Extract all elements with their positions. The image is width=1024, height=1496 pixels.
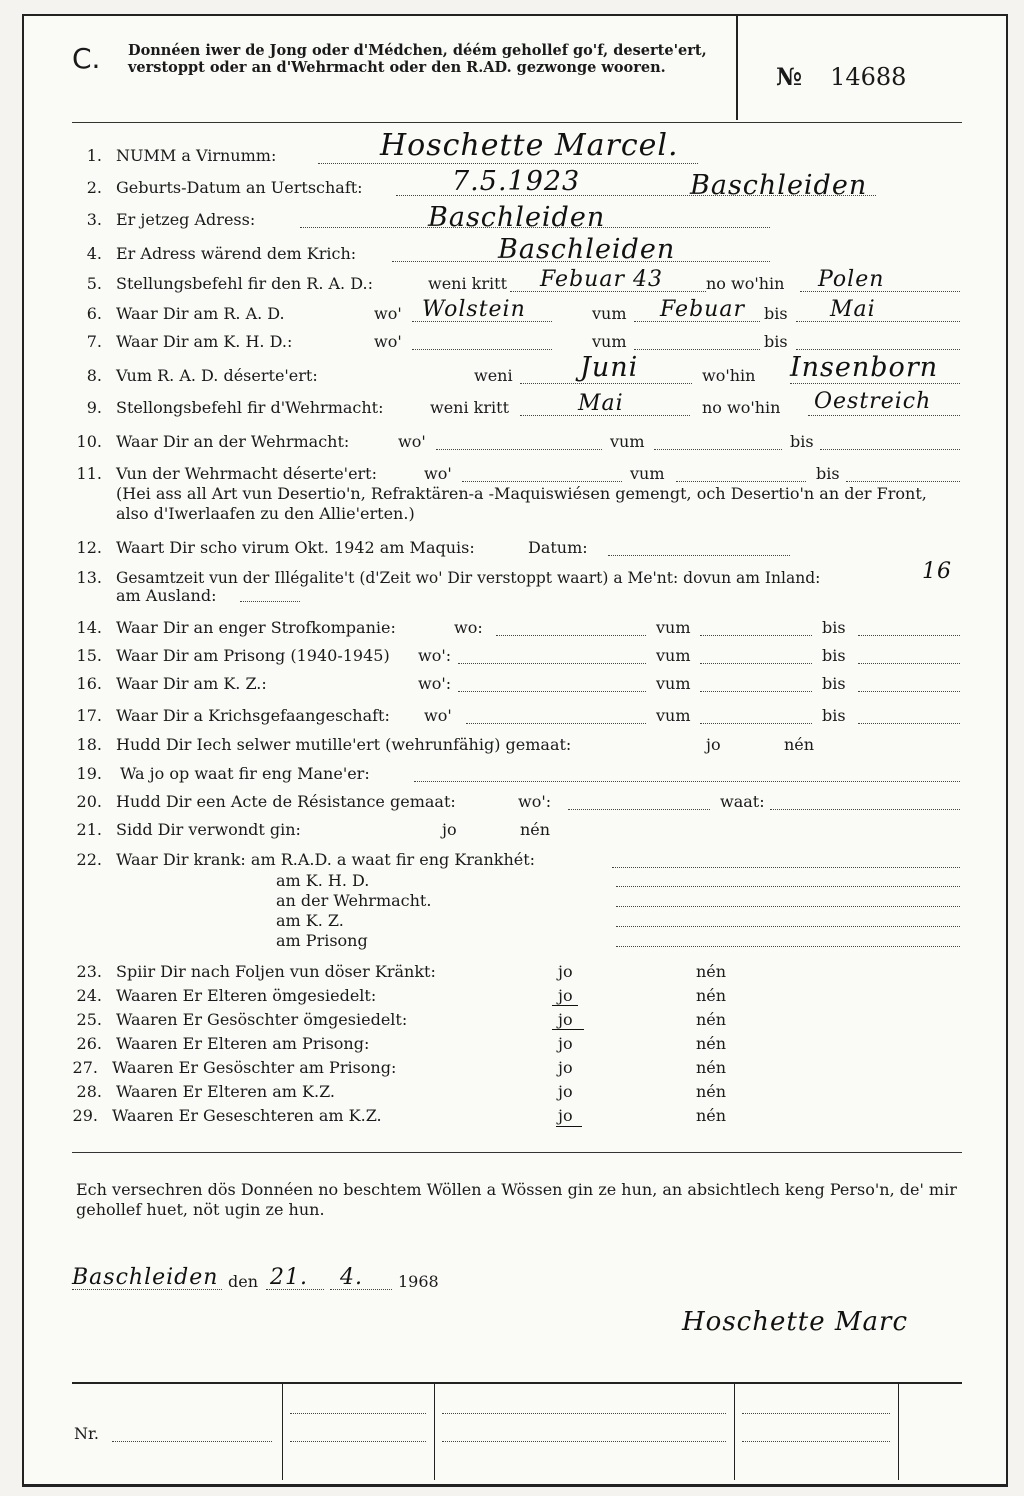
field-label: bis [822, 706, 846, 725]
row-label: Waar Dir krank: am R.A.D. a waat fir eng Krankhét: [116, 850, 536, 869]
row-label: Stellongsbefehl fir d'Wehrmacht: [116, 398, 384, 417]
birth-place-value: Baschleiden [690, 170, 868, 201]
field-label: vum [630, 464, 665, 483]
row-label: Waar Dir am K. H. D.: [116, 332, 293, 351]
row-label: Er Adress wärend dem Krich: [116, 244, 357, 263]
rad-desertion-date-value: Juni [580, 352, 639, 383]
row-label: Vun der Wehrmacht déserte'ert: [116, 464, 377, 483]
row-number: 4. [86, 244, 102, 263]
den-label: den [228, 1272, 259, 1291]
fill-line [770, 809, 960, 810]
field-label: wo': [418, 646, 452, 665]
footer-rule [72, 1152, 962, 1153]
field-label: vum [592, 332, 627, 351]
rad-order-destination-value: Polen [818, 267, 885, 292]
row-label: Waar Dir am K. Z.: [116, 674, 267, 693]
row-number: 15. [76, 646, 102, 665]
field-label: wo: [454, 618, 483, 637]
row-label: am Ausland: [116, 586, 217, 605]
fill-line [700, 663, 812, 664]
fill-line [700, 635, 812, 636]
fill-line [112, 1441, 272, 1442]
yes-underline [556, 1126, 582, 1127]
row-number: 18. [76, 735, 102, 754]
field-label: wo'hin [702, 366, 756, 385]
option-yes[interactable]: jo [706, 735, 721, 754]
table-column-divider [282, 1384, 283, 1480]
row-number: 7. [86, 332, 102, 351]
option-no[interactable]: nén [520, 820, 551, 839]
row-label: Wa jo op waat fir eng Mane'er: [120, 764, 370, 783]
row-number: 3. [86, 210, 102, 229]
inland-months-value: 16 [922, 559, 952, 584]
rad-from-value: Febuar [660, 297, 745, 322]
row-label: Waaren Er Elteren ömgesiedelt: [116, 986, 377, 1005]
rad-to-value: Mai [830, 297, 876, 322]
signing-day: 21. [270, 1265, 308, 1290]
field-label: no wo'hin [706, 274, 785, 293]
row-number: 9. [86, 398, 102, 417]
form-number [776, 62, 906, 91]
option-yes[interactable]: jo [442, 820, 457, 839]
row-number: 6. [86, 304, 102, 323]
field-label: vum [656, 618, 691, 637]
yes-underline [552, 1029, 584, 1030]
table-column-divider [898, 1384, 899, 1480]
header-rule [72, 122, 962, 123]
field-label: wo' [424, 706, 452, 725]
row-label: Waar Dir am R. A. D. [116, 304, 285, 323]
war-address-value: Baschleiden [498, 234, 676, 265]
fill-line [240, 601, 300, 602]
row-label: Sidd Dir verwondt gin: [116, 820, 301, 839]
row-number: 11. [76, 464, 102, 483]
signing-place: Baschleiden [72, 1265, 219, 1290]
row-number: 13. [76, 568, 102, 587]
wehrmacht-order-destination-value: Oestreich [814, 389, 932, 414]
row-number: 2. [86, 178, 102, 197]
fill-line [72, 1289, 222, 1290]
field-label: vum [610, 432, 645, 451]
table-column-divider [734, 1384, 735, 1480]
row-label: Waaren Er Elteren am K.Z. [116, 1082, 336, 1101]
row-number: 24. [76, 986, 102, 1005]
row-label: Waar Dir an der Wehrmacht: [116, 432, 350, 451]
fill-line [796, 321, 960, 322]
field-label: wo' [398, 432, 426, 451]
row-number: 12. [76, 538, 102, 557]
rad-order-date-value: Febuar 43 [540, 267, 663, 292]
fill-line [858, 723, 960, 724]
row-label: Waar Dir am Prisong (1940-1945) [116, 646, 390, 665]
fill-line [858, 663, 960, 664]
sub-label: am Prisong [276, 931, 368, 950]
fill-line [742, 1413, 890, 1414]
fill-line [616, 906, 960, 907]
option-no[interactable]: nén [696, 962, 727, 981]
row-number: 17. [76, 706, 102, 725]
row-label: Waaren Er Geseschteren am K.Z. [112, 1106, 382, 1125]
row-number: 20. [76, 792, 102, 811]
fill-line [466, 723, 646, 724]
row-label: Vum R. A. D. déserte'ert: [116, 366, 318, 385]
field-label: waat: [720, 792, 765, 811]
field-label: bis [816, 464, 840, 483]
field-label: no wo'hin [702, 398, 781, 417]
option-yes[interactable]: jo [558, 1034, 573, 1053]
field-label: weni kritt [430, 398, 509, 417]
fill-line [616, 926, 960, 927]
fill-line [616, 886, 960, 887]
field-label: vum [656, 674, 691, 693]
row-number: 8. [86, 366, 102, 385]
fill-line [458, 691, 646, 692]
row-number: 29. [72, 1106, 98, 1125]
row-label: NUMM a Virnumm: [116, 146, 277, 165]
signature: Hoschette Marc [682, 1307, 909, 1337]
section-heading: Donnéen iwer de Jong oder d'Médchen, déém gehollef go'f, deserte'ert, verstoppt oder an d'Wehrmacht oder den R.AD. gezwonge wooren. [128, 42, 707, 76]
row-number: 10. [76, 432, 102, 451]
field-label: bis [822, 646, 846, 665]
field-label: bis [764, 332, 788, 351]
fill-line [290, 1413, 426, 1414]
header-divider [736, 16, 738, 120]
fill-line [796, 349, 960, 350]
fill-line [290, 1441, 426, 1442]
field-label: vum [656, 646, 691, 665]
table-column-divider [434, 1384, 435, 1480]
field-label: wo': [418, 674, 452, 693]
fill-line [608, 555, 790, 556]
rad-desertion-destination-value: Insenborn [790, 352, 939, 383]
field-label: bis [822, 674, 846, 693]
field-label: wo' [424, 464, 452, 483]
sub-label: am K. H. D. [276, 871, 370, 890]
fill-line [458, 663, 646, 664]
option-no[interactable]: nén [696, 1058, 727, 1077]
field-label: wo': [518, 792, 552, 811]
option-no[interactable]: nén [696, 986, 727, 1005]
row-number: 16. [76, 674, 102, 693]
row-number: 25. [76, 1010, 102, 1029]
field-label: weni [474, 366, 513, 385]
sub-label: an der Wehrmacht. [276, 891, 432, 910]
fill-line [846, 481, 960, 482]
fill-line [858, 635, 960, 636]
fill-line [412, 349, 552, 350]
form-number-value: 14688 [830, 63, 907, 91]
row-label: Hudd Dir een Acte de Résistance gemaat: [116, 792, 456, 811]
row-label: Waart Dir scho virum Okt. 1942 am Maquis: [116, 538, 475, 557]
option-yes[interactable]: jo [558, 1010, 573, 1029]
option-yes[interactable]: jo [558, 1058, 573, 1077]
current-address-value: Baschleiden [428, 202, 606, 233]
option-no[interactable]: nén [784, 735, 815, 754]
field-label: vum [656, 706, 691, 725]
nr-label: Nr. [74, 1424, 99, 1443]
row-number: 26. [76, 1034, 102, 1053]
section-letter: C. [72, 42, 101, 75]
fill-line [318, 163, 698, 164]
row-number: 19. [76, 764, 102, 783]
row-label: Waar Dir a Krichsgefaangeschaft: [116, 706, 390, 725]
row-number: 21. [76, 820, 102, 839]
row-label: Geburts-Datum an Uertschaft: [116, 178, 363, 197]
fill-line [612, 867, 960, 868]
row-number: 28. [76, 1082, 102, 1101]
fill-line [462, 481, 622, 482]
option-yes[interactable]: jo [558, 986, 573, 1005]
row-label: Spiir Dir nach Foljen vun döser Kränkt: [116, 962, 436, 981]
row-number: 22. [76, 850, 102, 869]
fill-line [654, 449, 782, 450]
wehrmacht-order-date-value: Mai [578, 391, 624, 416]
fill-line [858, 691, 960, 692]
row-number: 14. [76, 618, 102, 637]
row-number: 5. [86, 274, 102, 293]
fill-line [634, 349, 760, 350]
field-label: bis [764, 304, 788, 323]
option-yes[interactable]: jo [558, 1106, 573, 1125]
option-yes[interactable]: jo [558, 1082, 573, 1101]
fill-line [616, 946, 960, 947]
option-no[interactable]: nén [696, 1034, 727, 1053]
row-number: 23. [76, 962, 102, 981]
fill-line [442, 1441, 726, 1442]
fill-line [700, 723, 812, 724]
fill-line [790, 383, 960, 384]
rad-location-value: Wolstein [422, 297, 526, 322]
name-value: Hoschette Marcel. [380, 128, 679, 163]
fill-line [520, 383, 692, 384]
row-label: Stellungsbefehl fir den R. A. D.: [116, 274, 373, 293]
signing-year: 1968 [398, 1272, 439, 1291]
fill-line [496, 635, 646, 636]
row-label: Waaren Er Gesöschter am Prisong: [112, 1058, 397, 1077]
sub-label: am K. Z. [276, 911, 344, 930]
row-label: Gesamtzeit vun der Illégalite't (d'Zeit wo' Dir verstoppt waart) a Me'nt: dovun am Inland: [116, 569, 821, 587]
option-no[interactable]: nén [696, 1082, 727, 1101]
row-number: 1. [86, 146, 102, 165]
field-label: vum [592, 304, 627, 323]
field-label: bis [822, 618, 846, 637]
fill-line [820, 449, 960, 450]
declaration-text: Ech versechren dös Donnéen no beschtem Wöllen a Wössen gin ze hun, an absichtlech keng Perso'n, de' mir gehollef huet, nöt ugin ze hun. [76, 1180, 957, 1219]
birth-date-value: 7.5.1923 [452, 166, 581, 197]
row-label: Waaren Er Gesöschter ömgesiedelt: [116, 1010, 408, 1029]
option-no[interactable]: nén [696, 1106, 727, 1125]
yes-underline [552, 1005, 578, 1006]
fill-line [676, 481, 806, 482]
signing-month: 4. [340, 1265, 363, 1290]
option-no[interactable]: nén [696, 1010, 727, 1029]
field-label: wo' [374, 304, 402, 323]
option-yes[interactable]: jo [558, 962, 573, 981]
fill-line [742, 1441, 890, 1442]
row-11-note: (Hei ass all Art vun Desertio'n, Refraktären-a -Maquiswiésen gemengt, och Desertio'n an der Front, also d'Iwerlaafen zu den Allie'erten.) [116, 484, 927, 523]
fill-line [442, 1413, 726, 1414]
field-label: weni kritt [428, 274, 507, 293]
fill-line [414, 781, 960, 782]
row-label: Waaren Er Elteren am Prisong: [116, 1034, 370, 1053]
table-top-rule [72, 1382, 962, 1384]
row-label: Er jetzeg Adress: [116, 210, 256, 229]
field-label: Datum: [528, 538, 588, 557]
row-number: 27. [72, 1058, 98, 1077]
number-symbol: № [776, 62, 803, 91]
fill-line [568, 809, 710, 810]
fill-line [700, 691, 812, 692]
fill-line [436, 449, 602, 450]
field-label: wo' [374, 332, 402, 351]
row-label: Waar Dir an enger Strofkompanie: [116, 618, 396, 637]
field-label: bis [790, 432, 814, 451]
row-label: Hudd Dir Iech selwer mutille'ert (wehrunfähig) gemaat: [116, 735, 572, 754]
